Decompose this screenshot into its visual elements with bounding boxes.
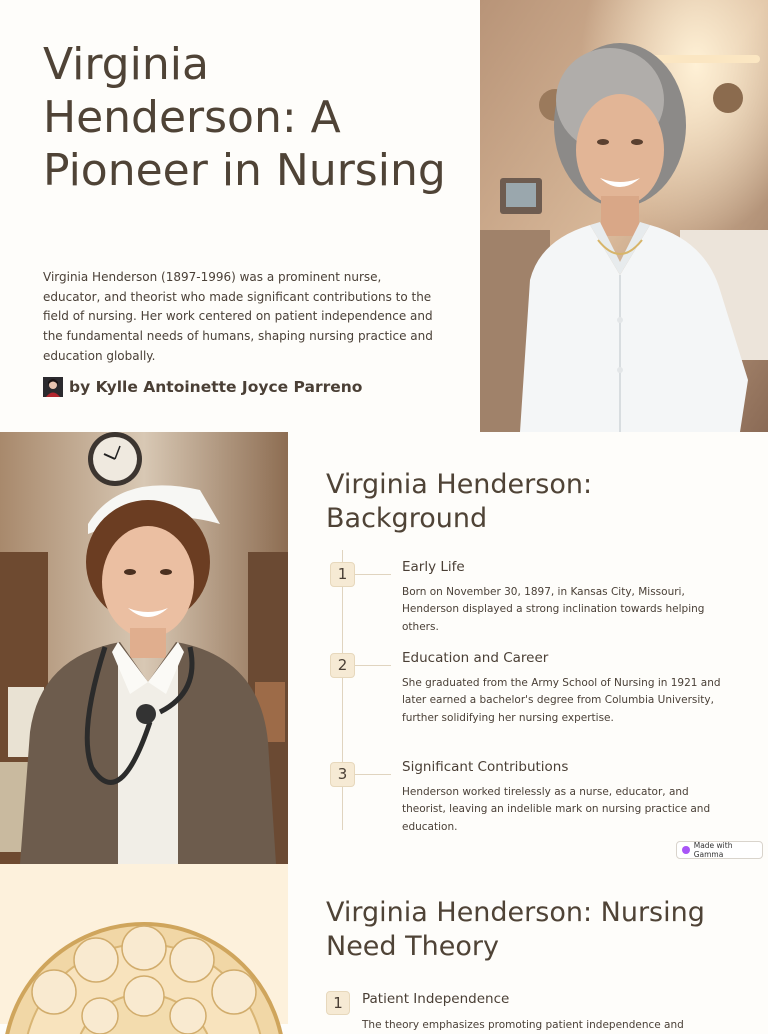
slide-need-theory [0, 864, 768, 1031]
step-number-badge: 2 [330, 653, 355, 678]
page-title: Virginia Henderson: A Pioneer in Nursing [43, 39, 446, 196]
step-description: The theory emphasizes promoting patient independence and [362, 1019, 684, 1031]
timeline-line [342, 550, 343, 830]
portrait-photo-older-nurse [480, 0, 768, 432]
step-number-badge: 1 [326, 991, 350, 1015]
step-description: Henderson worked tirelessly as a nurse, educator, and theorist, leaving an indelible mark on nursing practice and education. [402, 786, 711, 833]
needs-wheel-illustration [0, 864, 288, 1024]
slide-background [0, 432, 768, 864]
step-number-badge: 3 [330, 762, 355, 787]
step-number-badge: 1 [330, 562, 355, 587]
author-name: by Kylle Antoinette Joyce Parreno [69, 378, 363, 396]
portrait-photo-young-nurse [0, 432, 288, 864]
step-connector [355, 574, 391, 575]
step-title: Education and Career [402, 650, 549, 666]
section-title-need-theory: Virginia Henderson: Nursing Need Theory [326, 897, 705, 962]
step-connector [355, 665, 391, 666]
step-title: Significant Contributions [402, 759, 569, 775]
step-title: Early Life [402, 559, 465, 575]
made-with-gamma-badge[interactable] [676, 841, 763, 859]
step-title: Patient Independence [362, 991, 510, 1007]
step-description: Born on November 30, 1897, in Kansas City, Missouri, Henderson displayed a strong inclination towards helping others. [402, 586, 705, 633]
author-byline [43, 377, 362, 397]
step-connector [355, 774, 391, 775]
gamma-logo-icon [682, 846, 690, 854]
slide-title [0, 0, 768, 432]
gamma-badge-label: Made with Gamma [693, 841, 733, 859]
author-avatar [43, 377, 63, 397]
section-title-background: Virginia Henderson: Background [326, 469, 593, 534]
step-description: She graduated from the Army School of Nursing in 1921 and later earned a bachelor's degree from Columbia University, further solidifying her nursing expertise. [402, 677, 721, 724]
intro-paragraph: Virginia Henderson (1897-1996) was a prominent nurse, educator, and theorist who made significant contributions to the field of nursing. Her work centered on patient independence and the fundamental needs of humans, shaping nursing practice and education globally. [43, 270, 433, 363]
